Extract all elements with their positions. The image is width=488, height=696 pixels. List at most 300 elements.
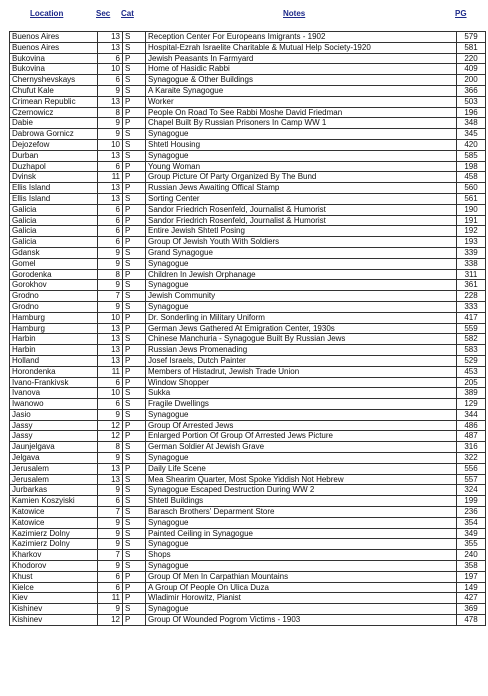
page-number-cell: 560 [457,183,486,194]
notes-cell: Shops [146,550,457,561]
table-row [10,442,486,453]
location-cell: Dabie [10,118,98,129]
notes-cell: Synagogue [146,129,457,140]
notes-cell: Grand Synagogue [146,247,457,258]
cat-cell: P [123,96,146,107]
sec-cell: 13 [98,96,123,107]
cat-cell: S [123,539,146,550]
page-number-cell: 420 [457,139,486,150]
sec-cell: 6 [98,161,123,172]
sec-cell: 9 [98,517,123,528]
sec-cell: 13 [98,463,123,474]
cat-cell: S [123,334,146,345]
notes-cell: Worker [146,96,457,107]
sec-cell: 11 [98,172,123,183]
page-number-cell: 583 [457,345,486,356]
notes-cell: Enlarged Portion Of Group Of Arrested Jews Picture [146,431,457,442]
page-number-cell: 486 [457,420,486,431]
page-number-cell: 190 [457,204,486,215]
sec-cell: 6 [98,496,123,507]
location-cell: Jassy [10,431,98,442]
table-row [10,150,486,161]
cat-cell: P [123,431,146,442]
cat-cell: P [123,366,146,377]
sec-cell: 9 [98,258,123,269]
location-cell: Khodorov [10,561,98,572]
location-cell: Bukovina [10,53,98,64]
table-row [10,463,486,474]
location-cell: Harbin [10,345,98,356]
cat-cell: P [123,615,146,626]
cat-cell: P [123,183,146,194]
cat-cell: P [123,215,146,226]
table-row [10,291,486,302]
location-cell: Ivano-Frankivsk [10,377,98,388]
location-cell: Bukovina [10,64,98,75]
location-cell: Khust [10,571,98,582]
location-cell: Kishinev [10,615,98,626]
location-cell: Jelgava [10,453,98,464]
location-cell: Horondenka [10,366,98,377]
location-cell: Grodno [10,301,98,312]
page-number-cell: 324 [457,485,486,496]
location-cell: Kharkov [10,550,98,561]
table-row [10,107,486,118]
location-cell: Dejozefow [10,139,98,150]
location-cell: Durban [10,150,98,161]
notes-cell: Shtetl Housing [146,139,457,150]
page-number-cell: 345 [457,129,486,140]
sec-cell: 10 [98,139,123,150]
table-row [10,399,486,410]
cat-cell: S [123,507,146,518]
sec-cell: 9 [98,453,123,464]
location-cell: Galicia [10,215,98,226]
cat-cell: P [123,226,146,237]
sec-cell: 12 [98,615,123,626]
notes-cell: Russian Jews Promenading [146,345,457,356]
index-table [9,31,486,626]
location-cell: Grodno [10,291,98,302]
page-number-cell: 149 [457,582,486,593]
location-cell: Kamien Koszyiski [10,496,98,507]
table-row [10,593,486,604]
cat-cell: S [123,247,146,258]
notes-cell: Synagogue [146,258,457,269]
page-number-cell: 369 [457,604,486,615]
table-row [10,237,486,248]
notes-cell: Hospital-Ezrah Israelite Charitable & Mutual Help Society-1920 [146,42,457,53]
page-number-cell: 322 [457,453,486,464]
notes-cell: Synagogue [146,301,457,312]
table-row [10,409,486,420]
table-row [10,215,486,226]
location-cell: Galicia [10,204,98,215]
pg-header: PG [455,9,467,18]
page-number-cell: 333 [457,301,486,312]
location-cell: Kishinev [10,604,98,615]
notes-cell: Group Of Arrested Jews [146,420,457,431]
notes-cell: A Karaite Synagogue [146,85,457,96]
page-number-cell: 427 [457,593,486,604]
sec-cell: 13 [98,474,123,485]
sec-cell: 9 [98,485,123,496]
sec-cell: 9 [98,409,123,420]
sec-cell: 6 [98,377,123,388]
table-row [10,474,486,485]
cat-cell: S [123,485,146,496]
notes-cell: Synagogue & Other Buildings [146,75,457,86]
page-number-cell: 338 [457,258,486,269]
sec-cell: 9 [98,129,123,140]
table-row [10,604,486,615]
location-cell: Harbin [10,334,98,345]
notes-cell: Young Woman [146,161,457,172]
page-number-cell: 458 [457,172,486,183]
cat-cell: P [123,312,146,323]
page-number-cell: 389 [457,388,486,399]
sec-cell: 9 [98,301,123,312]
location-cell: Czernowicz [10,107,98,118]
sec-cell: 6 [98,215,123,226]
notes-cell: Window Shopper [146,377,457,388]
sec-cell: 11 [98,366,123,377]
notes-cell: Sandor Friedrich Rosenfeld, Journalist & Humorist [146,215,457,226]
cat-cell: S [123,32,146,43]
table-row [10,615,486,626]
location-cell: Jerusalem [10,474,98,485]
location-cell: Buenos Aires [10,32,98,43]
location-cell: Ivanova [10,388,98,399]
table-row [10,528,486,539]
notes-cell: Sorting Center [146,193,457,204]
table-row [10,280,486,291]
notes-cell: Members of Histadrut, Jewish Trade Union [146,366,457,377]
cat-cell: S [123,442,146,453]
table-row [10,258,486,269]
page-number-cell: 339 [457,247,486,258]
table-row [10,96,486,107]
cat-cell: S [123,550,146,561]
sec-cell: 6 [98,204,123,215]
table-row [10,507,486,518]
sec-cell: 6 [98,399,123,410]
table-row [10,323,486,334]
page-number-cell: 503 [457,96,486,107]
sec-cell: 13 [98,42,123,53]
location-cell: Duzhapol [10,161,98,172]
page-number-cell: 529 [457,355,486,366]
page-number-cell: 361 [457,280,486,291]
table-row [10,571,486,582]
table-row [10,312,486,323]
cat-cell: P [123,107,146,118]
location-cell: Chernyshevskays [10,75,98,86]
table-row [10,269,486,280]
cat-cell: S [123,604,146,615]
notes-cell: Group Picture Of Party Organized By The Bund [146,172,457,183]
cat-cell: S [123,474,146,485]
table-row [10,301,486,312]
location-cell: Galicia [10,226,98,237]
page-number-cell: 487 [457,431,486,442]
notes-cell: German Jews Gathered At Emigration Center, 1930s [146,323,457,334]
sec-cell: 6 [98,226,123,237]
cat-cell: P [123,172,146,183]
location-cell: Jasio [10,409,98,420]
page-number-cell: 355 [457,539,486,550]
page-number-cell: 349 [457,528,486,539]
cat-cell: P [123,118,146,129]
cat-cell: P [123,323,146,334]
page-number-cell: 557 [457,474,486,485]
sec-cell: 10 [98,64,123,75]
location-cell: Katowice [10,507,98,518]
notes-cell: Wladimir Horowitz, Pianist [146,593,457,604]
sec-cell: 9 [98,604,123,615]
notes-cell: Dr. Sonderling in Military Uniform [146,312,457,323]
table-row [10,172,486,183]
location-cell: Crimean Republic [10,96,98,107]
cat-cell: P [123,204,146,215]
notes-cell: Group Of Jewish Youth With Soldiers [146,237,457,248]
table-row [10,42,486,53]
cat-cell: S [123,453,146,464]
location-cell: Iwanowo [10,399,98,410]
cat-cell: S [123,280,146,291]
table-row [10,75,486,86]
cat-cell: P [123,161,146,172]
page-number-cell: 196 [457,107,486,118]
notes-cell: Group Of Men In Carpathian Mountains [146,571,457,582]
cat-cell: S [123,258,146,269]
cat-cell: P [123,237,146,248]
notes-cell: Home of Hasidic Rabbi [146,64,457,75]
table-body [10,32,486,626]
cat-cell: S [123,496,146,507]
cat-cell: P [123,582,146,593]
cat-cell: P [123,269,146,280]
sec-cell: 11 [98,593,123,604]
page-number-cell: 228 [457,291,486,302]
location-cell: Ellis Island [10,183,98,194]
cat-cell: S [123,409,146,420]
notes-cell: Jewish Community [146,291,457,302]
table-row [10,496,486,507]
notes-cell: A Group Of People On Ulica Duza [146,582,457,593]
page-number-cell: 354 [457,517,486,528]
sec-cell: 9 [98,85,123,96]
sec-cell: 10 [98,388,123,399]
page-number-cell: 417 [457,312,486,323]
sec-cell: 6 [98,75,123,86]
location-cell: Kazimierz Dolny [10,539,98,550]
sec-cell: 7 [98,291,123,302]
sec-cell: 9 [98,539,123,550]
location-cell: Gomel [10,258,98,269]
location-cell: Dvinsk [10,172,98,183]
cat-cell: S [123,301,146,312]
cat-cell: S [123,399,146,410]
sec-cell: 9 [98,280,123,291]
notes-cell: Daily Life Scene [146,463,457,474]
notes-cell: German Soldier At Jewish Grave [146,442,457,453]
page-number-cell: 220 [457,53,486,64]
sec-cell: 13 [98,150,123,161]
cat-cell: P [123,53,146,64]
cat-cell: S [123,150,146,161]
cat-cell: S [123,85,146,96]
cat-cell: S [123,64,146,75]
notes-cell: Jewish Peasants In Farmyard [146,53,457,64]
notes-cell: Synagogue [146,453,457,464]
notes-cell: Synagogue [146,517,457,528]
page-number-cell: 205 [457,377,486,388]
page-number-cell: 585 [457,150,486,161]
location-cell: Katowice [10,517,98,528]
notes-cell: Sandor Friedrich Rosenfeld, Journalist & Humorist [146,204,457,215]
page-number-cell: 366 [457,85,486,96]
page-number-cell: 579 [457,32,486,43]
notes-cell: Sukka [146,388,457,399]
sec-cell: 6 [98,571,123,582]
notes-cell: Shtetl Buildings [146,496,457,507]
notes-cell: Chinese Manchuria - Synagogue Built By Russian Jews [146,334,457,345]
table-row [10,204,486,215]
notes-cell: Synagogue Escaped Destruction During WW 2 [146,485,457,496]
cat-cell: P [123,571,146,582]
table-row [10,32,486,43]
sec-cell: 13 [98,32,123,43]
notes-cell: Entire Jewish Shtetl Posing [146,226,457,237]
table-row [10,420,486,431]
location-cell: Jaunjelgava [10,442,98,453]
table-row [10,334,486,345]
cat-cell: P [123,377,146,388]
notes-header: Notes [283,9,306,18]
cat-cell: S [123,139,146,150]
table-row [10,561,486,572]
page-number-cell: 311 [457,269,486,280]
sec-cell: 6 [98,53,123,64]
table-row [10,431,486,442]
page-number-cell: 197 [457,571,486,582]
sec-cell: 13 [98,323,123,334]
page-number-cell: 199 [457,496,486,507]
cat-cell: P [123,593,146,604]
table-row [10,539,486,550]
location-cell: Gorokhov [10,280,98,291]
cat-cell: S [123,561,146,572]
table-row [10,64,486,75]
page-number-cell: 348 [457,118,486,129]
notes-cell: People On Road To See Rabbi Moshe David Friedman [146,107,457,118]
sec-cell: 13 [98,355,123,366]
notes-cell: Synagogue [146,150,457,161]
table-row [10,517,486,528]
page-number-cell: 191 [457,215,486,226]
location-cell: Jurbarkas [10,485,98,496]
sec-cell: 9 [98,247,123,258]
cat-cell: P [123,355,146,366]
sec-cell: 8 [98,269,123,280]
sec-cell: 12 [98,420,123,431]
table-row [10,139,486,150]
table-row [10,582,486,593]
table-row [10,355,486,366]
sec-cell: 7 [98,507,123,518]
table-row [10,377,486,388]
page-number-cell: 581 [457,42,486,53]
table-row [10,226,486,237]
page-number-cell: 236 [457,507,486,518]
sec-cell: 10 [98,312,123,323]
page-number-cell: 559 [457,323,486,334]
notes-cell: Reception Center For Europeans Imigrants - 1902 [146,32,457,43]
location-cell: Holland [10,355,98,366]
page-number-cell: 556 [457,463,486,474]
notes-cell: Synagogue [146,604,457,615]
cat-cell: S [123,517,146,528]
sec-cell: 13 [98,183,123,194]
page-number-cell: 453 [457,366,486,377]
location-cell: Jerusalem [10,463,98,474]
table-row [10,453,486,464]
cat-cell: S [123,129,146,140]
page-number-cell: 240 [457,550,486,561]
table-row [10,485,486,496]
notes-cell: Chapel Built By Russian Prisoners In Camp WW 1 [146,118,457,129]
sec-cell: 9 [98,118,123,129]
page-number-cell: 561 [457,193,486,204]
location-cell: Kielce [10,582,98,593]
cat-cell: S [123,42,146,53]
cat-cell: S [123,528,146,539]
page-number-cell: 344 [457,409,486,420]
page-number-cell: 129 [457,399,486,410]
notes-cell: Synagogue [146,539,457,550]
location-cell: Hamburg [10,323,98,334]
table-row [10,161,486,172]
table-row [10,85,486,96]
notes-cell: Synagogue [146,561,457,572]
notes-cell: Fragile Dwellings [146,399,457,410]
table-row [10,345,486,356]
location-cell: Jassy [10,420,98,431]
page-number-cell: 316 [457,442,486,453]
location-cell: Dabrowa Gornicz [10,129,98,140]
table-row [10,183,486,194]
notes-cell: Painted Ceiling in Synagogue [146,528,457,539]
location-cell: Gdansk [10,247,98,258]
notes-cell: Josef Israels, Dutch Painter [146,355,457,366]
location-cell: Ellis Island [10,193,98,204]
sec-cell: 13 [98,345,123,356]
location-cell: Chufut Kale [10,85,98,96]
sec-cell: 9 [98,561,123,572]
location-cell: Hamburg [10,312,98,323]
table-row [10,129,486,140]
location-cell: Kiev [10,593,98,604]
page-number-cell: 193 [457,237,486,248]
cat-cell: S [123,291,146,302]
page-number-cell: 409 [457,64,486,75]
sec-cell: 12 [98,431,123,442]
sec-cell: 7 [98,550,123,561]
table-row [10,193,486,204]
notes-cell: Synagogue [146,409,457,420]
notes-cell: Group Of Wounded Pogrom Victims - 1903 [146,615,457,626]
